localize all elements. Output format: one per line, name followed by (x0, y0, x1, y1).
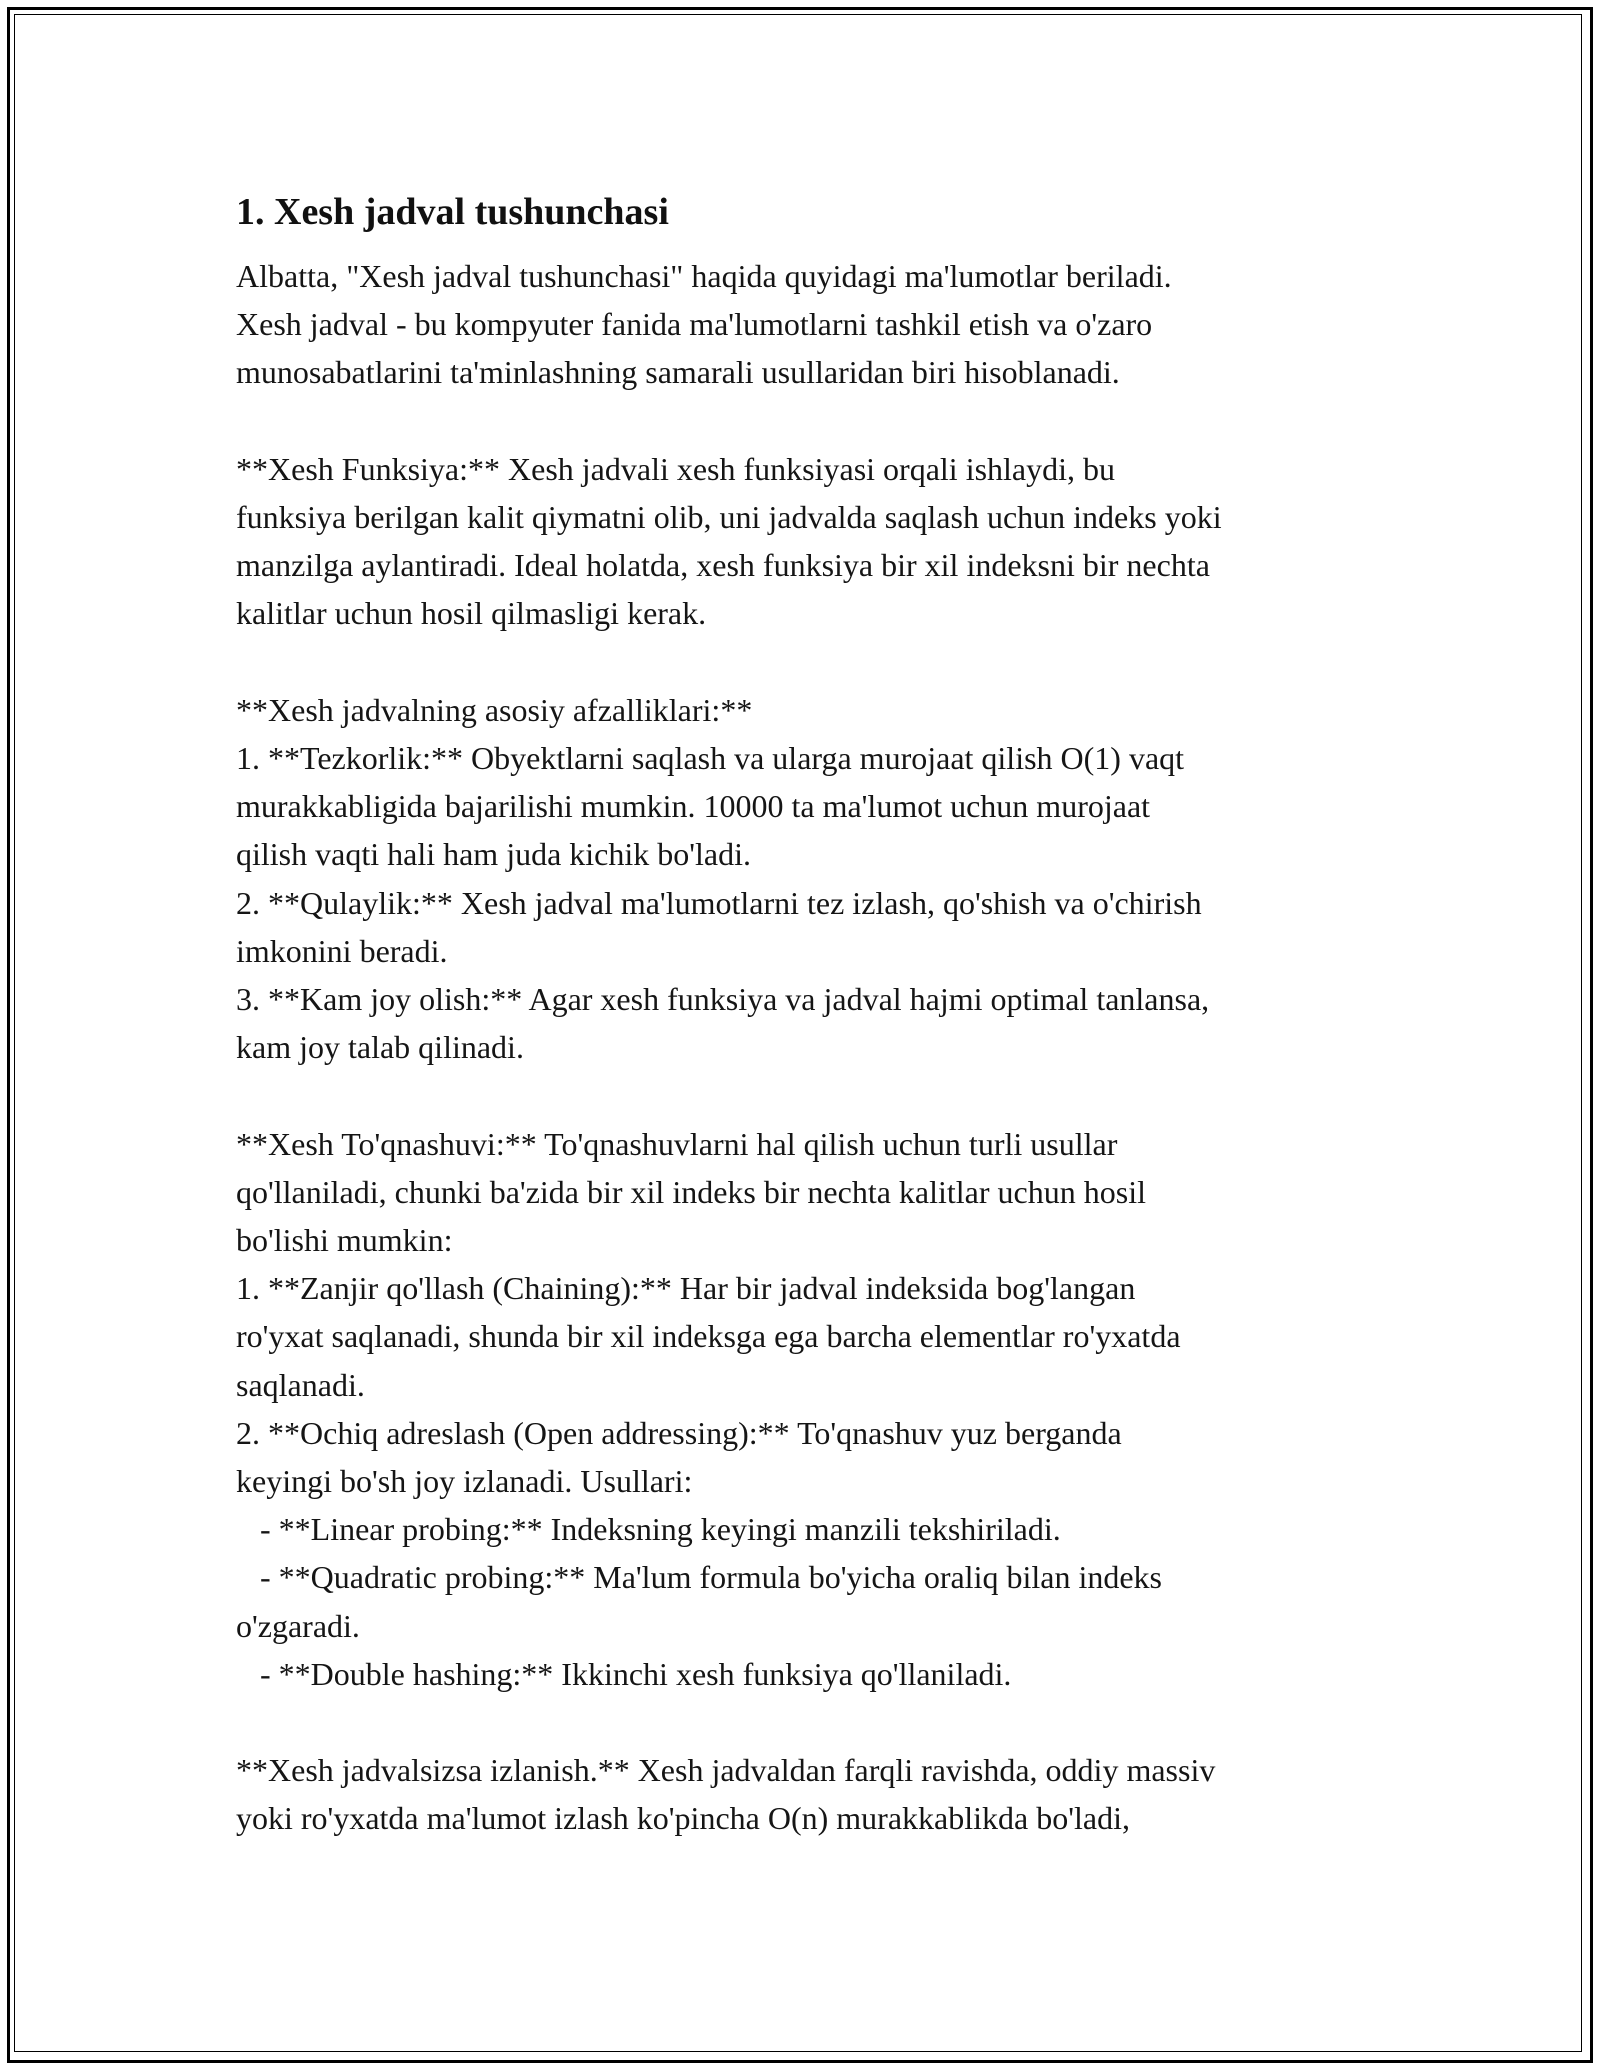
blank-line (236, 397, 1386, 445)
text-line: - **Linear probing:** Indeksning keyingi manzili tekshiriladi. (236, 1511, 1061, 1548)
document-content (236, 184, 1386, 1843)
text-line: 1. **Tezkorlik:** Obyektlarni saqlash va ularga murojaat qilish O(1) vaqt (236, 740, 1185, 776)
text-line: manzilga aylantiradi. Ideal holatda, xesh funksiya bir xil indeksni bir nechta (236, 547, 1210, 584)
text-line: **Xesh Funksiya:** Xesh jadvali xesh funksiyasi orqali ishlaydi, bu (236, 450, 1116, 487)
text-line: **Xesh To'qnashuvi:** To'qnashuvlarni hal qilish uchun turli usullar (236, 1125, 1118, 1162)
text-line: qilish vaqti hali ham juda kichik bo'ladi. (236, 836, 752, 873)
text-line: 1. **Zanjir qo'llash (Chaining):** Har bir jadval indeksida bog'langan (236, 1270, 1136, 1307)
text-line: qo'llaniladi, chunki ba'zida bir xil indeks bir nechta kalitlar uchun hosil (236, 1173, 1146, 1210)
text-line: imkonini beradi. (236, 932, 448, 969)
text-line: ro'yxat saqlanadi, shunda bir xil indeksga ega barcha elementlar ro'yxatda (236, 1318, 1181, 1355)
text-line: Albatta, "Xesh jadval tushunchasi" haqida quyidagi ma'lumotlar beriladi. (236, 258, 1172, 294)
document-title: 1. Xesh jadval tushunchasi (236, 191, 669, 233)
text-line: munosabatlarini ta'minlashning samarali usullaridan biri hisoblanadi. (236, 354, 1120, 391)
text-line: - **Double hashing:** Ikkinchi xesh funksiya qo'llaniladi. (236, 1655, 1012, 1692)
text-line: 2. **Ochiq adreslash (Open addressing):** To'qnashuv yuz berganda (236, 1414, 1122, 1451)
text-line: 3. **Kam joy olish:** Agar xesh funksiya va jadval hajmi optimal tanlansa, (236, 981, 1210, 1018)
text-line: Xesh jadval - bu kompyuter fanida ma'lumotlarni tashkil etish va o'zaro (236, 306, 1153, 343)
text-line: - **Quadratic probing:** Ma'lum formula bo'yicha oraliq bilan indeks (236, 1559, 1162, 1596)
text-line: **Xesh jadvalsizsa izlanish.** Xesh jadvaldan farqli ravishda, oddiy massiv (236, 1752, 1216, 1789)
document-body (236, 252, 1386, 1843)
text-line: funksiya berilgan kalit qiymatni olib, uni jadvalda saqlash uchun indeks yoki (236, 499, 1222, 535)
text-line: keyingi bo'sh joy izlanadi. Usullari: (236, 1463, 693, 1500)
text-line: kalitlar uchun hosil qilmasligi kerak. (236, 595, 707, 632)
blank-line (236, 638, 1386, 686)
text-line: 2. **Qulaylik:** Xesh jadval ma'lumotlarni tez izlash, qo'shish va o'chirish (236, 884, 1202, 921)
blank-line (236, 1698, 1386, 1746)
text-line: kam joy talab qilinadi. (236, 1029, 524, 1066)
text-line: o'zgaradi. (236, 1607, 360, 1644)
text-line: **Xesh jadvalning asosiy afzalliklari:** (236, 691, 753, 728)
text-line: yoki ro'yxatda ma'lumot izlash ko'pincha O(n) murakkablikda bo'ladi, (236, 1800, 1130, 1837)
blank-line (236, 1071, 1386, 1119)
text-line: murakkabligida bajarilishi mumkin. 10000 ta ma'lumot uchun murojaat (236, 788, 1151, 825)
text-line: bo'lishi mumkin: (236, 1222, 453, 1259)
text-line: saqlanadi. (236, 1366, 365, 1403)
